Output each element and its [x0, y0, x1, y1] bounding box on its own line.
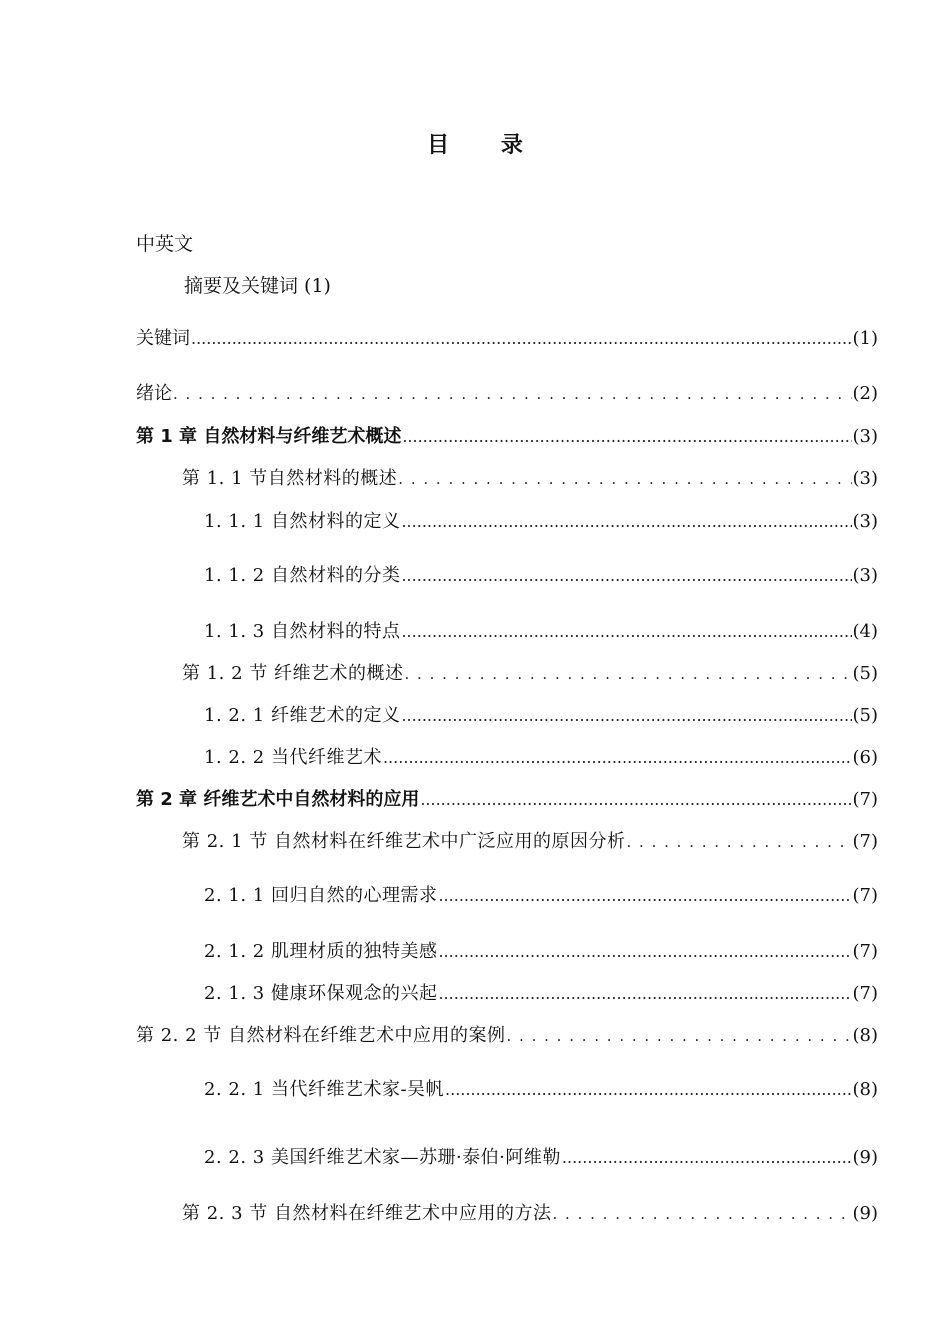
- toc-entry-2-1-2[interactable]: [204, 939, 878, 965]
- toc-entry-1-2-1[interactable]: [204, 703, 878, 729]
- toc-entry-section-2-3[interactable]: [182, 1201, 878, 1227]
- dot-leader: [383, 745, 852, 771]
- dot-leader: [438, 939, 851, 965]
- dot-leader: [401, 563, 851, 589]
- dot-leader: [173, 381, 852, 407]
- toc-entry-section-1-1[interactable]: [182, 466, 878, 492]
- abstract-heading-line1: 中英文: [136, 233, 194, 255]
- toc-entry-section-2-2[interactable]: [136, 1023, 878, 1049]
- dot-leader: [438, 883, 851, 909]
- toc-entry-chapter-1[interactable]: [136, 424, 878, 450]
- toc-entry-1-2-2[interactable]: [204, 745, 878, 771]
- toc-entry-2-1-3[interactable]: [204, 981, 878, 1007]
- toc-entry-page: (7): [852, 941, 878, 962]
- toc-entry-label: 绪论: [136, 383, 172, 404]
- toc-entry-page: (3): [852, 468, 878, 489]
- toc-entry-page: (9): [852, 1147, 878, 1168]
- toc-entry-page: (5): [852, 663, 878, 684]
- dot-leader: [553, 1201, 852, 1227]
- toc-entry-label: 第 2 章 纤维艺术中自然材料的应用: [136, 789, 420, 810]
- toc-entry-page: (6): [852, 747, 878, 768]
- toc-entry-label: 第 1 章 自然材料与纤维艺术概述: [136, 426, 402, 447]
- toc-entry-page: (2): [852, 383, 878, 404]
- toc-entry-label: 1. 1. 3 自然材料的特点: [204, 621, 401, 642]
- toc-entry-1-1-1[interactable]: [204, 509, 878, 535]
- toc-entry-page: (7): [852, 885, 878, 906]
- toc-entry-label: 1. 2. 1 纤维艺术的定义: [204, 705, 401, 726]
- toc-entry-2-2-3[interactable]: [204, 1145, 878, 1171]
- toc-entry-page: (4): [852, 621, 878, 642]
- toc-entry-keywords[interactable]: [136, 326, 878, 352]
- toc-entry-page: (8): [852, 1025, 878, 1046]
- dot-leader: [507, 1023, 852, 1049]
- dot-leader: [401, 703, 851, 729]
- abstract-heading-line2[interactable]: 摘要及关键词 (1): [184, 275, 331, 297]
- toc-entry-page: (3): [852, 426, 878, 447]
- toc-entry-label: 2. 1. 2 肌理材质的独特美感: [204, 941, 438, 962]
- toc-entry-label: 2. 1. 3 健康环保观念的兴起: [204, 983, 438, 1004]
- dot-leader: [398, 466, 851, 492]
- toc-entry-page: (7): [852, 789, 878, 810]
- toc-entry-page: (1): [852, 328, 878, 349]
- dot-leader: [405, 661, 852, 687]
- toc-entry-page: (9): [852, 1203, 878, 1224]
- toc-entry-page: (3): [852, 511, 878, 532]
- page-title: 目 录: [427, 132, 545, 158]
- dot-leader: [438, 981, 851, 1007]
- toc-entry-label: 1. 2. 2 当代纤维艺术: [204, 747, 382, 768]
- dot-leader: [191, 326, 852, 352]
- toc-entry-section-1-2[interactable]: [182, 661, 878, 687]
- toc-entry-1-1-3[interactable]: [204, 619, 878, 645]
- dot-leader: [402, 424, 851, 450]
- toc-entry-introduction[interactable]: [136, 381, 878, 407]
- toc-entry-page: (5): [852, 705, 878, 726]
- toc-entry-label: 第 2. 2 节 自然材料在纤维艺术中应用的案例: [136, 1025, 506, 1046]
- toc-entry-label: 第 1. 2 节 纤维艺术的概述: [182, 663, 404, 684]
- toc-entry-1-1-2[interactable]: [204, 563, 878, 589]
- toc-entry-label: 第 1. 1 节自然材料的概述: [182, 468, 398, 489]
- dot-leader: [401, 619, 851, 645]
- toc-entry-page: (8): [852, 1079, 878, 1100]
- toc-entry-label: 2. 1. 1 回归自然的心理需求: [204, 885, 438, 906]
- toc-entry-label: 1. 1. 2 自然材料的分类: [204, 565, 401, 586]
- dot-leader: [401, 509, 851, 535]
- toc-entry-label: 1. 1. 1 自然材料的定义: [204, 511, 401, 532]
- toc-entry-page: (7): [852, 983, 878, 1004]
- toc-entry-chapter-2[interactable]: [136, 787, 878, 813]
- toc-entry-section-2-1[interactable]: [182, 829, 878, 855]
- dot-leader: [562, 1145, 852, 1171]
- toc-entry-page: (7): [852, 831, 878, 852]
- toc-entry-label: 2. 2. 1 当代纤维艺术家-吴帆: [204, 1079, 445, 1100]
- toc-entry-label: 第 2. 3 节 自然材料在纤维艺术中应用的方法: [182, 1203, 552, 1224]
- dot-leader: [445, 1077, 851, 1103]
- dot-leader: [627, 829, 852, 855]
- toc-entry-label: 2. 2. 3 美国纤维艺术家—苏珊·泰伯·阿维勒: [204, 1147, 561, 1168]
- toc-entry-page: (3): [852, 565, 878, 586]
- toc-entry-label: 第 2. 1 节 自然材料在纤维艺术中广泛应用的原因分析: [182, 831, 626, 852]
- toc-entry-2-1-1[interactable]: [204, 883, 878, 909]
- dot-leader: [420, 787, 851, 813]
- toc-entry-label: 关键词: [136, 328, 190, 349]
- toc-entry-2-2-1[interactable]: [204, 1077, 878, 1103]
